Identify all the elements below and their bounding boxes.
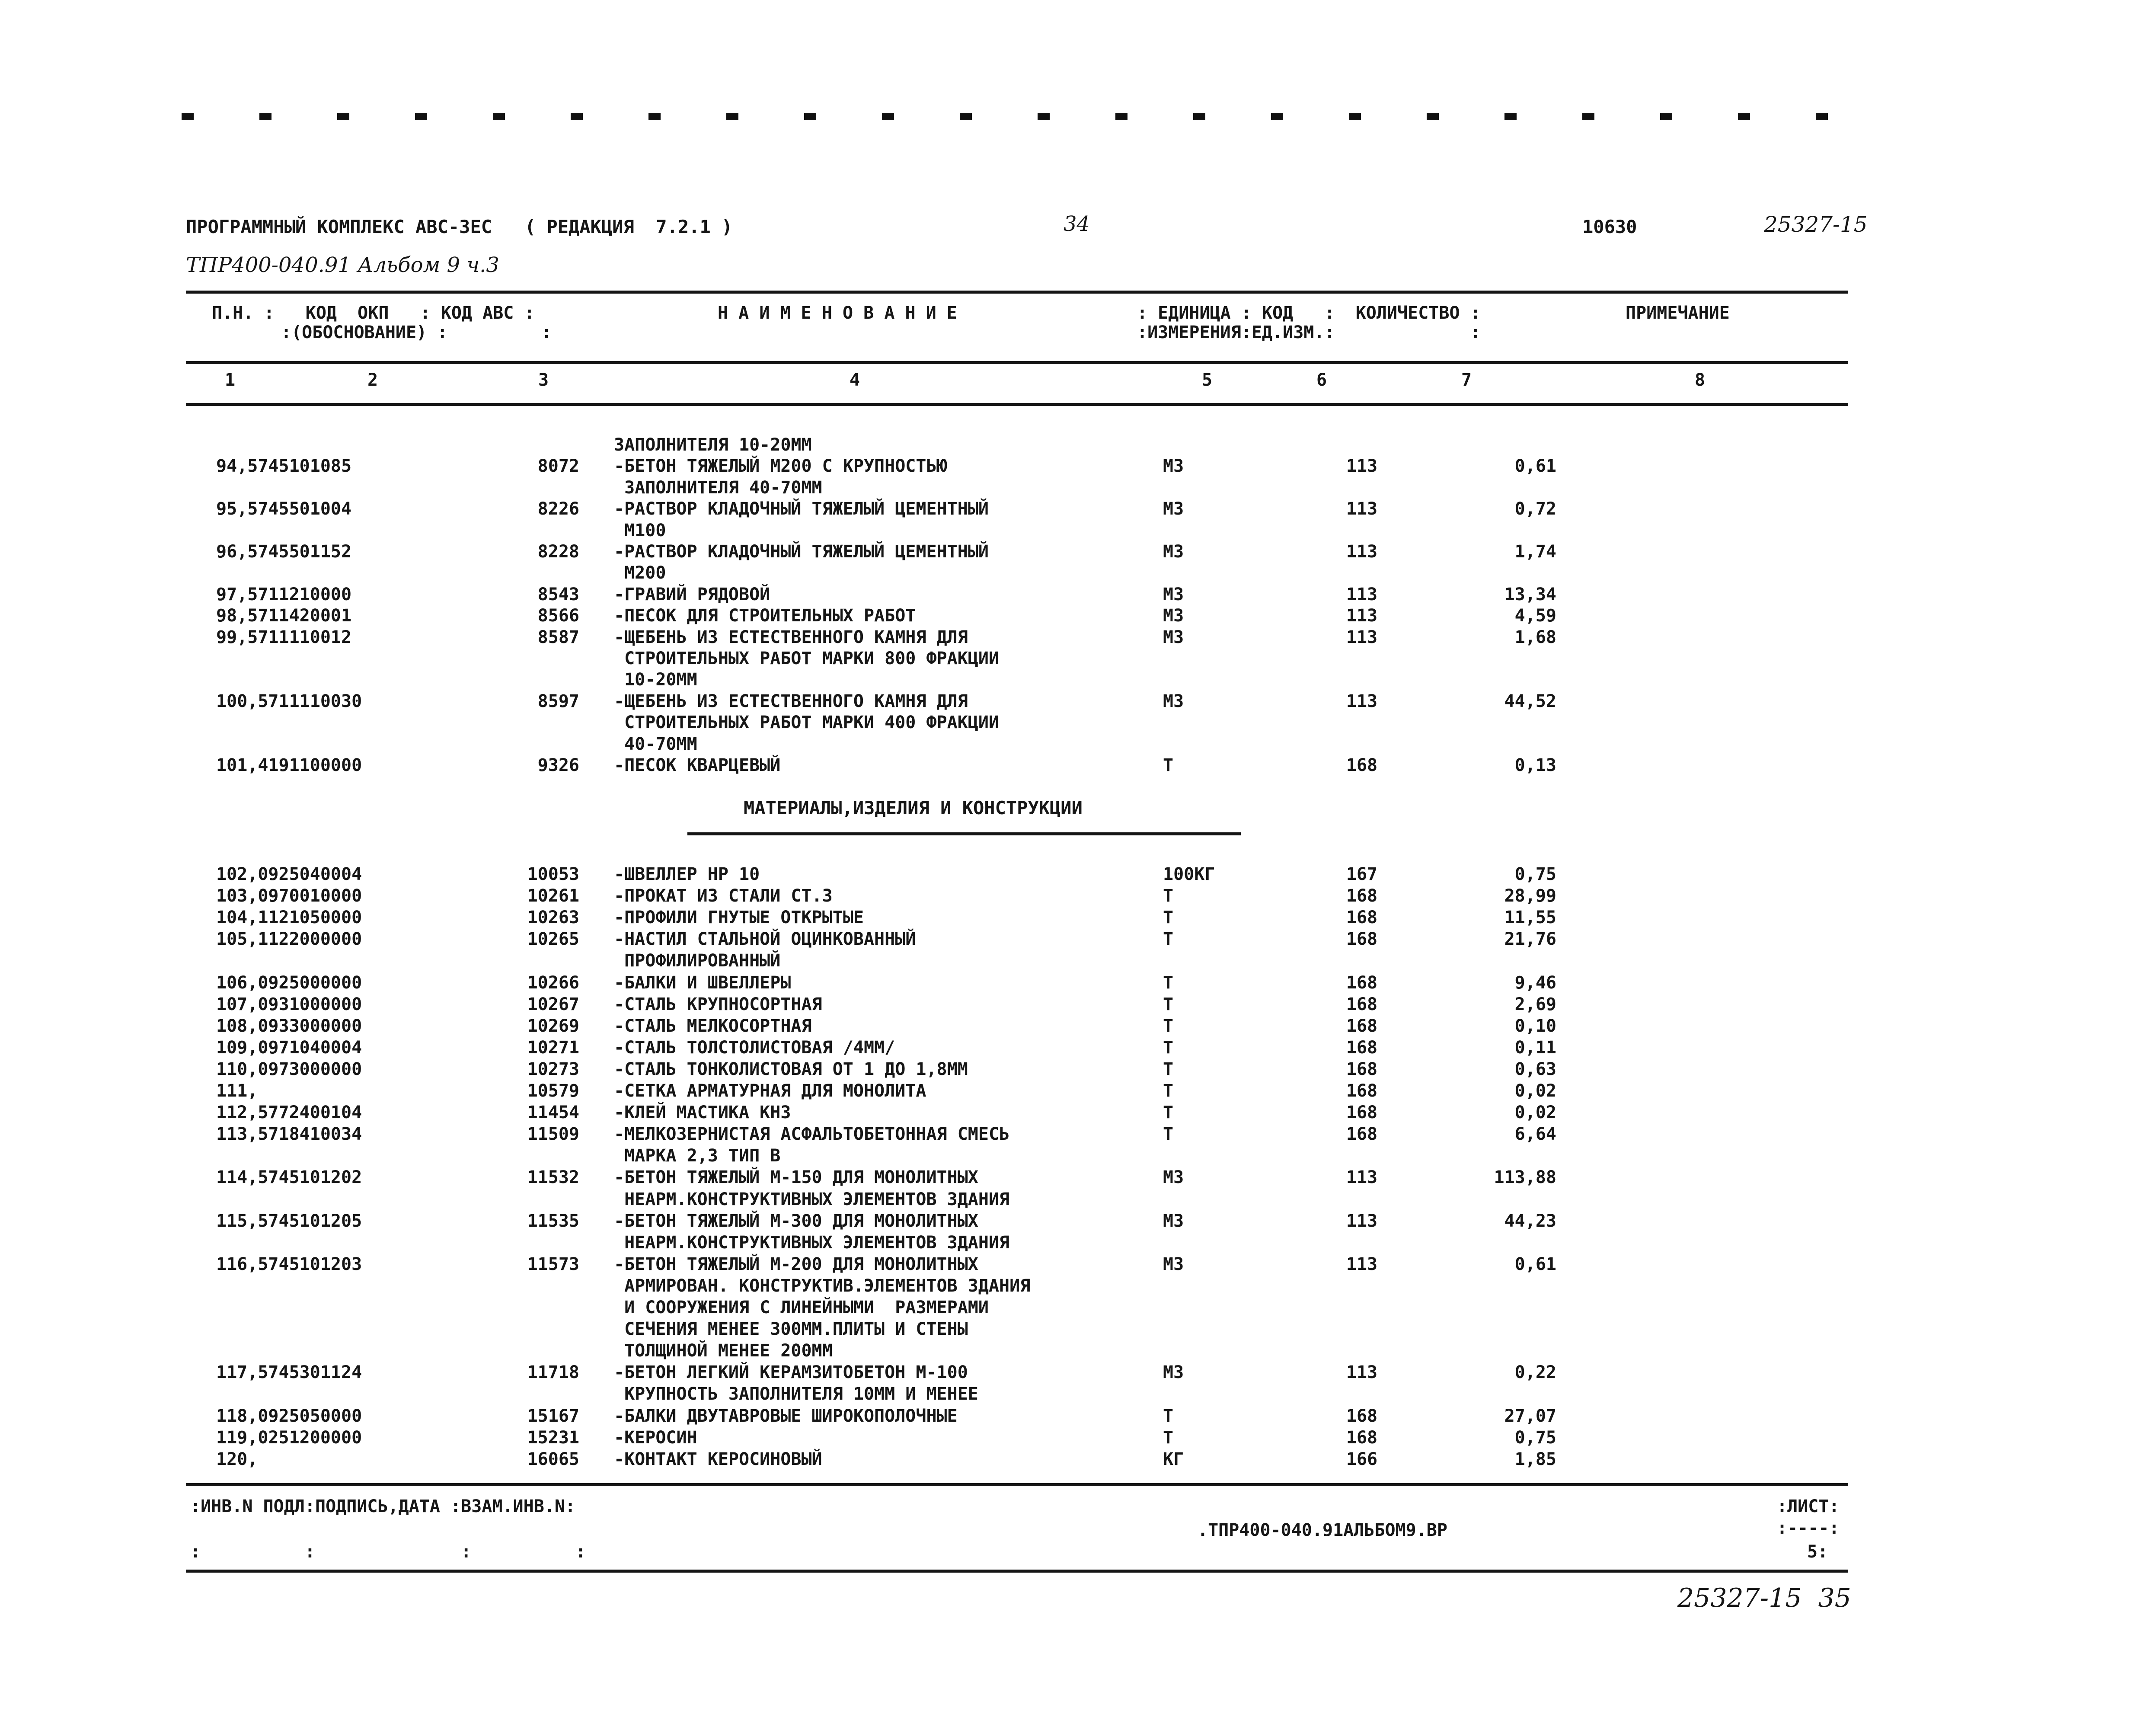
row-pn: 107,0931000000 [216,994,362,1014]
row-name: -БАЛКИ И ШВЕЛЛЕРЫ [614,972,791,993]
footer-sheet-number: 5: [1807,1542,1828,1562]
row-abc: 10266 [527,972,579,993]
row-abc: 11718 [527,1362,579,1383]
row-name: -ГРАВИЙ РЯДОВОЙ [614,584,770,604]
header-rule [186,361,1848,364]
row-abc: 11573 [527,1254,579,1274]
row-pn: 106,0925000000 [216,972,362,993]
row-name: ЗАПОЛНИТЕЛЯ 40-70ММ [614,477,822,498]
row-qty: 11,55 [1504,908,1556,928]
section-title-rule [687,832,1241,835]
row-abc: 15167 [527,1406,579,1426]
row-code: 113 [1346,627,1378,647]
row-code: 166 [1346,1449,1378,1469]
album-title: ТПР400-040.91 Альбом 9 ч.3 [186,253,499,277]
row-name: 10-20ММ [614,670,697,690]
row-unit: М3 [1163,542,1184,562]
row-name: ТОЛЩИНОЙ МЕНЕЕ 200ММ [614,1341,833,1361]
row-qty: 0,75 [1514,864,1556,884]
row-pn: 115,5745101205 [216,1211,362,1231]
row-name: -КОНТАКТ КЕРОСИНОВЫЙ [614,1449,822,1469]
row-code: 168 [1346,972,1378,993]
row-qty: 2,69 [1514,994,1556,1014]
row-name: -ШВЕЛЛЕР НР 10 [614,864,760,884]
row-pn: 109,0971040004 [216,1037,362,1058]
row-pn: 105,1122000000 [216,929,362,950]
row-code: 113 [1346,456,1378,476]
row-unit: Т [1163,886,1174,906]
table-top-rule [186,291,1848,294]
row-pn: 113,5718410034 [216,1124,362,1145]
row-unit: М3 [1163,691,1184,711]
row-abc: 10269 [527,1016,579,1036]
row-code: 168 [1346,1103,1378,1123]
row-pn: 118,0925050000 [216,1406,362,1426]
row-abc: 15231 [527,1427,579,1448]
row-code: 168 [1346,994,1378,1014]
col-head-note: ПРИМЕЧАНИЕ [1626,303,1730,323]
row-unit: М3 [1163,1167,1184,1188]
row-pn: 114,5745101202 [216,1167,362,1188]
row-pn: 119,0251200000 [216,1427,362,1448]
row-qty: 6,64 [1514,1124,1556,1145]
row-unit: Т [1163,1016,1174,1036]
row-code: 113 [1346,499,1378,519]
row-unit: М3 [1163,584,1184,604]
row-code: 113 [1346,606,1378,626]
row-abc: 16065 [527,1449,579,1469]
col-num-8: 8 [1695,370,1706,390]
row-name: -СТАЛЬ ТОНКОЛИСТОВАЯ ОТ 1 ДО 1,8ММ [614,1059,968,1079]
row-code: 113 [1346,584,1378,604]
row-pn: 100,5711110030 [216,691,362,711]
row-abc: 10273 [527,1059,579,1079]
row-code: 168 [1346,908,1378,928]
row-pn: 117,5745301124 [216,1362,362,1383]
row-abc: 10267 [527,994,579,1014]
row-pn: 102,0925040004 [216,864,362,884]
row-abc: 8226 [537,499,579,519]
row-pn: 104,1121050000 [216,908,362,928]
row-code: 168 [1346,1406,1378,1426]
row-unit: Т [1163,1406,1174,1426]
col-num-5: 5 [1202,370,1213,390]
row-code: 113 [1346,1254,1378,1274]
row-qty: 0,61 [1514,456,1556,476]
row-unit: Т [1163,755,1174,775]
row-name: -СТАЛЬ КРУПНОСОРТНАЯ [614,994,822,1014]
footer-doc-code: .ТПР400-040.91АЛЬБОМ9.ВР [1198,1520,1447,1540]
row-code: 113 [1346,1362,1378,1383]
footer-bottom-rule [186,1570,1848,1573]
row-code: 168 [1346,1059,1378,1079]
row-name: -БЕТОН ЛЕГКИЙ КЕРАМЗИТОБЕТОН М-100 [614,1362,968,1383]
row-unit: Т [1163,1103,1174,1123]
row-abc: 11532 [527,1167,579,1188]
row-name: -БЕТОН ТЯЖЕЛЫЙ М-300 ДЛЯ МОНОЛИТНЫХ [614,1211,978,1231]
col-num-4: 4 [850,370,860,390]
section-title: МАТЕРИАЛЫ,ИЗДЕЛИЯ И КОНСТРУКЦИИ [744,797,1083,819]
row-name: 40-70ММ [614,734,697,754]
row-abc: 10265 [527,929,579,950]
row-qty: 113,88 [1494,1167,1556,1188]
row-code: 113 [1346,542,1378,562]
footer-top-rule [186,1483,1848,1486]
row-qty: 1,85 [1514,1449,1556,1469]
row-qty: 9,46 [1514,972,1556,993]
col-num-7: 7 [1461,370,1472,390]
row-pn: 108,0933000000 [216,1016,362,1036]
program-title: ПРОГРАММНЫЙ КОМПЛЕКС АВС-3ЕС ( РЕДАКЦИЯ 7.2.1 ) [186,216,733,237]
row-qty: 0,22 [1514,1362,1556,1383]
row-name: -БЕТОН ТЯЖЕЛЫЙ М200 С КРУПНОСТЬЮ [614,456,947,476]
row-code: 167 [1346,864,1378,884]
row-name: -РАСТВОР КЛАДОЧНЫЙ ТЯЖЕЛЫЙ ЦЕМЕНТНЫЙ [614,499,989,519]
row-name: ПРОФИЛИРОВАННЫЙ [614,951,781,971]
col-num-2: 2 [367,370,378,390]
row-unit: М3 [1163,1211,1184,1231]
row-pn: 97,5711210000 [216,584,352,604]
row-qty: 27,07 [1504,1406,1556,1426]
row-name: -МЕЛКОЗЕРНИСТАЯ АСФАЛЬТОБЕТОННАЯ СМЕСЬ [614,1124,1010,1145]
row-name: -КЕРОСИН [614,1427,697,1448]
row-unit: М3 [1163,627,1184,647]
row-unit: Т [1163,1037,1174,1058]
col-head-name: Н А И М Е Н О В А Н И Е [718,303,957,323]
row-name: СЕЧЕНИЯ МЕНЕЕ 300ММ.ПЛИТЫ И СТЕНЫ [614,1319,968,1340]
row-code: 113 [1346,1211,1378,1231]
row-qty: 28,99 [1504,886,1556,906]
col-num-1: 1 [225,370,236,390]
row-name: МАРКА 2,3 ТИП В [614,1146,781,1166]
row-unit: Т [1163,929,1174,950]
row-qty: 1,74 [1514,542,1556,562]
row-name: -РАСТВОР КЛАДОЧНЫЙ ТЯЖЕЛЫЙ ЦЕМЕНТНЫЙ [614,542,989,562]
row-name: -ЩЕБЕНЬ ИЗ ЕСТЕСТВЕННОГО КАМНЯ ДЛЯ [614,691,968,711]
row-abc: 8587 [537,627,579,647]
row-code: 168 [1346,1081,1378,1101]
row-code: 168 [1346,1037,1378,1058]
row-name: -ПЕСОК КВАРЦЕВЫЙ [614,755,781,775]
code-right: 10630 [1582,216,1637,237]
row-pn: 120, [216,1449,258,1469]
row-name: М100 [614,520,666,540]
row-abc: 8072 [537,456,579,476]
row-abc: 11509 [527,1124,579,1145]
row-pn: 96,5745501152 [216,542,352,562]
row-code: 168 [1346,1124,1378,1145]
row-code: 168 [1346,886,1378,906]
row-name: -БАЛКИ ДВУТАВРОВЫЕ ШИРОКОПОЛОЧНЫЕ [614,1406,958,1426]
row-name: СТРОИТЕЛЬНЫХ РАБОТ МАРКИ 400 ФРАКЦИИ [614,713,1000,733]
row-pn: 110,0973000000 [216,1059,362,1079]
row-unit: Т [1163,972,1174,993]
row-qty: 1,68 [1514,627,1556,647]
row-name: -БЕТОН ТЯЖЕЛЫЙ М-150 ДЛЯ МОНОЛИТНЫХ [614,1167,978,1188]
col-head-unit-2: :ИЗМЕРЕНИЯ:ЕД.ИЗМ.: : [1137,323,1481,342]
row-name: -СТАЛЬ МЕЛКОСОРТНАЯ [614,1016,812,1036]
footer-left-labels: :ИНВ.N ПОДЛ:ПОДПИСЬ,ДАТА :ВЗАМ.ИНВ.N: [190,1497,576,1516]
row-name: -ПЕСОК ДЛЯ СТРОИТЕЛЬНЫХ РАБОТ [614,606,916,626]
top-dash-line [182,113,1842,120]
row-qty: 0,11 [1514,1037,1556,1058]
row-abc: 11535 [527,1211,579,1231]
row-name: НЕАРМ.КОНСТРУКТИВНЫХ ЭЛЕМЕНТОВ ЗДАНИЯ [614,1189,1010,1209]
row-name: -ПРОФИЛИ ГНУТЫЕ ОТКРЫТЫЕ [614,908,864,928]
row-unit: Т [1163,1059,1174,1079]
footer-sheet-label: :ЛИСТ: [1777,1497,1840,1516]
row-qty: 0,10 [1514,1016,1556,1036]
row-name: -ПРОКАТ ИЗ СТАЛИ СТ.3 [614,886,833,906]
row-abc: 9326 [537,755,579,775]
row-qty: 13,34 [1504,584,1556,604]
row-qty: 0,61 [1514,1254,1556,1274]
row-name: НЕАРМ.КОНСТРУКТИВНЫХ ЭЛЕМЕНТОВ ЗДАНИЯ [614,1232,1010,1253]
row-unit: М3 [1163,1254,1184,1274]
row-name: -СЕТКА АРМАТУРНАЯ ДЛЯ МОНОЛИТА [614,1081,926,1101]
row-abc: 8566 [537,606,579,626]
row-unit: М3 [1163,456,1184,476]
row-abc: 10271 [527,1037,579,1058]
row-code: 168 [1346,755,1378,775]
row-unit: Т [1163,994,1174,1014]
row-pn: 111, [216,1081,258,1101]
row-name: И СООРУЖЕНИЯ С ЛИНЕЙНЫМИ РАЗМЕРАМИ [614,1298,989,1317]
row-name: М200 [614,563,666,583]
row-qty: 0,13 [1514,755,1556,775]
row-pn: 99,5711110012 [216,627,352,647]
row-code: 168 [1346,929,1378,950]
col-num-6: 6 [1316,370,1327,390]
row-qty: 0,02 [1514,1103,1556,1123]
row-pn: 112,5772400104 [216,1103,362,1123]
row-unit: Т [1163,1081,1174,1101]
row-code: 168 [1346,1427,1378,1448]
row-pn: 94,5745101085 [216,456,352,476]
row-qty: 0,63 [1514,1059,1556,1079]
row-unit: Т [1163,1124,1174,1145]
row-abc: 11454 [527,1103,579,1123]
numbers-rule [186,403,1848,406]
row-pn: 98,5711420001 [216,606,352,626]
row-pn: 116,5745101203 [216,1254,362,1274]
col-head-unit: : ЕДИНИЦА : КОД : КОЛИЧЕСТВО : [1137,303,1481,323]
col-head-left: П.Н. : КОД ОКП : КОД АВС : [212,303,535,323]
row-name: СТРОИТЕЛЬНЫХ РАБОТ МАРКИ 800 ФРАКЦИИ [614,649,1000,668]
row-pn: 103,0970010000 [216,886,362,906]
row-qty: 4,59 [1514,606,1556,626]
row-code: 113 [1346,1167,1378,1188]
row-abc: 8597 [537,691,579,711]
row-unit: Т [1163,1427,1174,1448]
row-abc: 10263 [527,908,579,928]
row-abc: 8543 [537,584,579,604]
row-abc: 10053 [527,864,579,884]
row-qty: 0,02 [1514,1081,1556,1101]
footer-sheet-dash: :----: [1777,1518,1840,1538]
row-unit: 100КГ [1163,864,1215,884]
row-qty: 21,76 [1504,929,1556,950]
row-abc: 8228 [537,542,579,562]
page-number: 34 [1064,212,1090,236]
row-qty: 44,52 [1504,691,1556,711]
row-name: КРУПНОСТЬ ЗАПОЛНИТЕЛЯ 10ММ И МЕНЕЕ [614,1384,978,1404]
row-unit: М3 [1163,499,1184,519]
document-number: 25327-15 [1764,212,1868,237]
col-num-3: 3 [538,370,549,390]
row-pn: 95,5745501004 [216,499,352,519]
row-abc: 10261 [527,886,579,906]
row-unit: КГ [1163,1449,1184,1469]
row-code: 113 [1346,691,1378,711]
handwritten-note: 25327-15 35 [1677,1583,1851,1613]
col-head-left-2: :(ОБОСНОВАНИЕ) : : [281,323,552,342]
row-code: 168 [1346,1016,1378,1036]
row-name: -НАСТИЛ СТАЛЬНОЙ ОЦИНКОВАННЫЙ [614,929,916,950]
row-name: -КЛЕЙ МАСТИКА КН3 [614,1103,791,1123]
row-name: -ЩЕБЕНЬ ИЗ ЕСТЕСТВЕННОГО КАМНЯ ДЛЯ [614,627,968,647]
row-pn: 101,4191100000 [216,755,362,775]
row-qty: 44,23 [1504,1211,1556,1231]
row-unit: М3 [1163,606,1184,626]
row-unit: Т [1163,908,1174,928]
row-abc: 10579 [527,1081,579,1101]
row-qty: 0,72 [1514,499,1556,519]
row-unit: М3 [1163,1362,1184,1383]
row-name: -БЕТОН ТЯЖЕЛЫЙ М-200 ДЛЯ МОНОЛИТНЫХ [614,1254,978,1274]
row-name: АРМИРОВАН. КОНСТРУКТИВ.ЭЛЕМЕНТОВ ЗДАНИЯ [614,1276,1031,1296]
row-name: ЗАПОЛНИТЕЛЯ 10-20ММ [614,435,812,455]
footer-left-bottom: : : : : [190,1542,586,1562]
row-qty: 0,75 [1514,1427,1556,1448]
row-name: -СТАЛЬ ТОЛСТОЛИСТОВАЯ /4ММ/ [614,1037,895,1058]
